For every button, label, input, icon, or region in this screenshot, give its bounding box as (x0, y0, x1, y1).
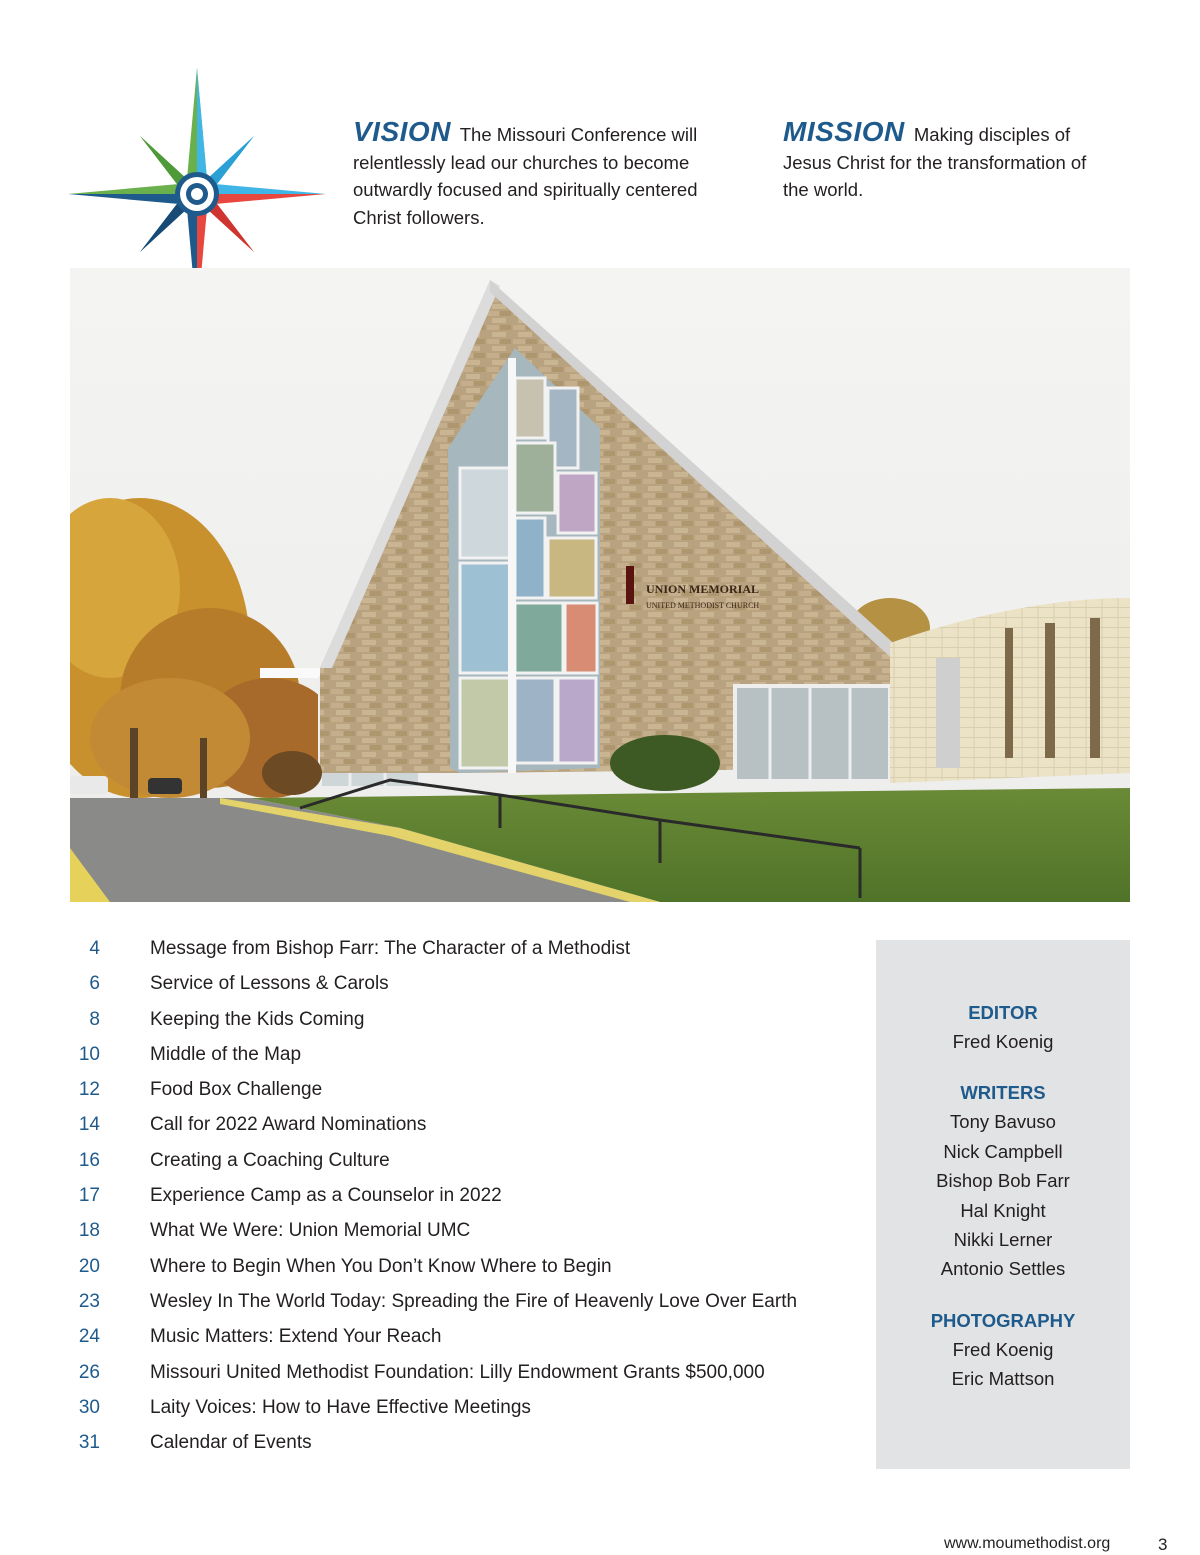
toc-entry[interactable] (64, 931, 864, 966)
page-number: 3 (1158, 1535, 1168, 1554)
toc-entry[interactable] (64, 1072, 864, 1107)
toc-entry[interactable] (64, 1037, 864, 1072)
toc-title: Message from Bishop Farr: The Character of a Methodist (150, 938, 631, 959)
editor-name: Fred Koenig (952, 1031, 1054, 1052)
toc-page-number: 26 (78, 1361, 100, 1383)
svg-text:UNION MEMORIAL: UNION MEMORIAL (646, 582, 759, 596)
toc-title: Creating a Coaching Culture (150, 1149, 390, 1171)
toc-entry[interactable] (64, 1249, 864, 1284)
toc-title: Middle of the Map (150, 1043, 302, 1065)
photographer-name: Fred Koenig (952, 1338, 1054, 1360)
toc-title: Keeping the Kids Coming (150, 1008, 365, 1030)
writer-name: Antonio Settles (940, 1258, 1066, 1280)
toc-entry[interactable] (64, 1178, 864, 1213)
credits-sidebar (876, 940, 1130, 1469)
toc-title: Music Matters: Extend Your Reach (150, 1326, 442, 1348)
church-photo (70, 268, 1130, 902)
toc-page-number: 30 (78, 1396, 100, 1418)
toc-title: Call for 2022 Award Nominations (150, 1114, 427, 1136)
toc-title: Laity Voices: How to Have Effective Meetings (150, 1396, 531, 1418)
editor-heading: EDITOR (968, 1002, 1038, 1023)
vision-statement (353, 118, 738, 231)
toc-entry[interactable] (64, 1107, 864, 1142)
toc-title: What We Were: Union Memorial UMC (150, 1220, 471, 1242)
toc-page-number: 17 (78, 1185, 100, 1207)
toc-page-number: 31 (78, 1432, 100, 1454)
toc-entry[interactable] (64, 1284, 864, 1319)
writer-name: Hal Knight (960, 1199, 1046, 1221)
toc-entry[interactable] (64, 966, 864, 1001)
writer-name: Bishop Bob Farr (936, 1170, 1070, 1192)
toc-page-number: 24 (78, 1326, 100, 1348)
photographer-name: Eric Mattson (951, 1368, 1055, 1390)
toc-title: Missouri United Methodist Foundation: Lilly Endowment Grants $500,000 (150, 1361, 765, 1383)
toc-entry[interactable] (64, 1355, 864, 1390)
toc-page-number: 14 (78, 1114, 100, 1136)
toc-title: Service of Lessons & Carols (150, 973, 389, 995)
vision-label: VISION (353, 116, 451, 147)
toc-page-number: 6 (89, 973, 100, 995)
toc-page-number: 4 (89, 938, 100, 959)
toc-page-number: 12 (78, 1079, 100, 1101)
mission-statement (783, 118, 1103, 204)
website-link[interactable]: www.moumethodist.org (944, 1535, 1111, 1552)
toc-page-number: 23 (78, 1290, 100, 1312)
svg-text:UNITED METHODIST CHURCH: UNITED METHODIST CHURCH (646, 601, 760, 610)
writer-name: Nikki Lerner (953, 1229, 1053, 1251)
photography-section (876, 1306, 1130, 1394)
toc-entry[interactable] (64, 1425, 864, 1460)
toc-page-number: 16 (78, 1149, 100, 1171)
writer-name: Nick Campbell (943, 1140, 1063, 1162)
toc-title: Food Box Challenge (150, 1079, 323, 1101)
toc-entry[interactable] (64, 1213, 864, 1248)
vision-text: The Missouri Conference will relentlessly lead our churches to become outwardly focused and spiritually centered Christ followers. (353, 124, 698, 228)
toc-page-number: 20 (78, 1255, 100, 1277)
photography-heading: PHOTOGRAPHY (930, 1309, 1076, 1331)
toc-title: Experience Camp as a Counselor in 2022 (150, 1185, 502, 1207)
editor-section (876, 998, 1130, 1056)
toc-page-number: 8 (89, 1008, 100, 1030)
toc-page-number: 18 (78, 1220, 100, 1242)
toc-entry[interactable] (64, 1319, 864, 1354)
toc-entry[interactable] (64, 1143, 864, 1178)
writers-section (876, 1078, 1130, 1283)
mission-text: Making disciples of Jesus Christ for the transformation of the world. (783, 124, 1087, 200)
mission-label: MISSION (783, 116, 905, 147)
toc-title: Where to Begin When You Don’t Know Where to Begin (150, 1255, 612, 1277)
toc-entry[interactable] (64, 1390, 864, 1425)
writer-name: Tony Bavuso (950, 1111, 1056, 1133)
toc-page-number: 10 (78, 1043, 100, 1065)
table-of-contents (64, 931, 864, 1460)
toc-entry[interactable] (64, 1002, 864, 1037)
toc-title: Wesley In The World Today: Spreading the Fire of Heavenly Love Over Earth (150, 1290, 798, 1312)
toc-title: Calendar of Events (150, 1432, 312, 1454)
writers-heading: WRITERS (960, 1082, 1046, 1104)
